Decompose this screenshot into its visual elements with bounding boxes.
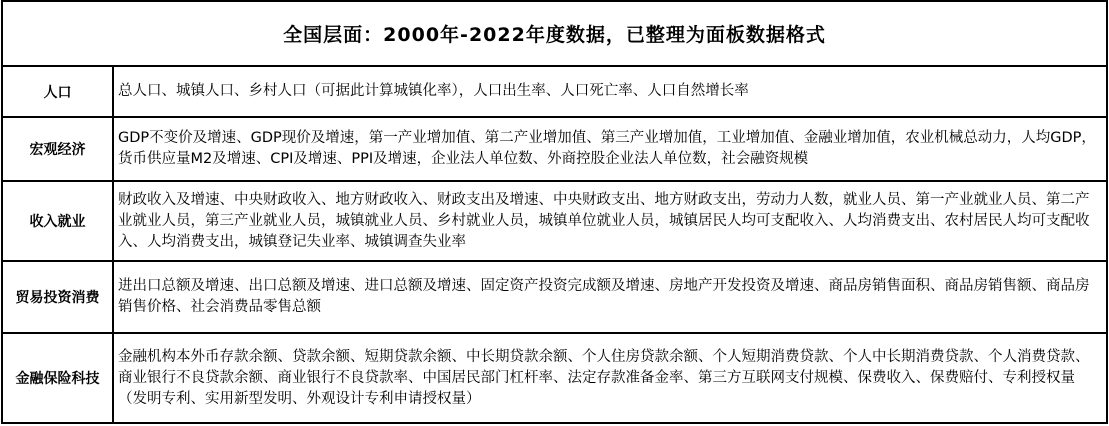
table-title: 全国层面：2000年-2022年度数据，已整理为面板数据格式: [2, 1, 1107, 66]
category-cell: 收入就业: [2, 181, 113, 261]
category-cell: 人口: [2, 66, 113, 117]
table-row: [2, 333, 1107, 423]
category-cell: 宏观经济: [2, 117, 113, 181]
description-cell: 金融机构本外币存款余额、贷款余额、短期贷款余额、中长期贷款余额、个人住房贷款余额、个人短期消费贷款、个人中长期消费贷款、个人消费贷款、商业银行不良贷款余额、商业银行不良贷款率、中国居民部门杠杆率、法定存款准备金率、第三方互联网支付规模、保费收入、保费赔付、专利授权量（发明专利、实用新型发明、外观设计专利申请授权量）: [113, 333, 1107, 423]
data-coverage-table: [1, 0, 1108, 424]
description-cell: 进出口总额及增速、出口总额及增速、进口总额及增速、固定资产投资完成额及增速、房地产开发投资及增速、商品房销售面积、商品房销售额、商品房销售价格、社会消费品零售总额: [113, 261, 1107, 333]
table-row: [2, 66, 1107, 117]
description-cell: 总人口、城镇人口、乡村人口（可据此计算城镇化率），人口出生率、人口死亡率、人口自然增长率: [113, 66, 1107, 117]
category-cell: 金融保险科技: [2, 333, 113, 423]
table-title-row: [2, 1, 1107, 66]
category-cell: 贸易投资消费: [2, 261, 113, 333]
description-cell: 财政收入及增速、中央财政收入、地方财政收入、财政支出及增速、中央财政支出、地方财政支出，劳动力人数，就业人员、第一产业就业人员、第二产业就业人员，第三产业就业人员，城镇就业人员、乡村就业人员，城镇单位就业人员，城镇居民人均可支配收入、人均消费支出、农村居民人均可支配收入、人均消费支出，城镇登记失业率、城镇调查失业率: [113, 181, 1107, 261]
table-row: [2, 261, 1107, 333]
table-row: [2, 117, 1107, 181]
table-row: [2, 181, 1107, 261]
description-cell: GDP不变价及增速、GDP现价及增速，第一产业增加值、第二产业增加值、第三产业增加值，工业增加值、金融业增加值，农业机械总动力，人均GDP，货币供应量M2及增速、CPI及增速、PPI及增速，企业法人单位数、外商控股企业法人单位数，社会融资规模: [113, 117, 1107, 181]
